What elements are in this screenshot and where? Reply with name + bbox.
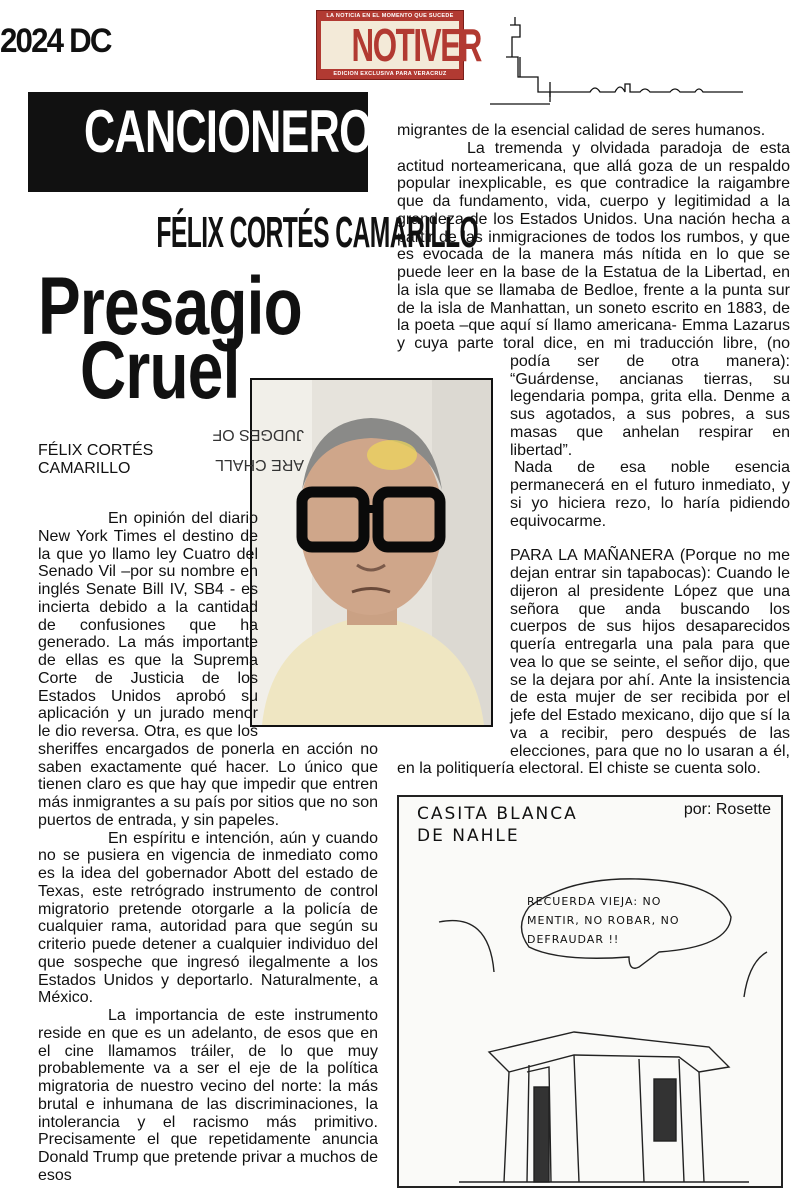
paragraph: En opinión del diario New York Times el destino de la que yo llamo ley Cuatro del Senado Vil –por su nombre en inglés Senate Bill IV, SB4 - es incierta debido a la cantidad de confusiones que ha generado. La más importante de ellas es que la Suprema Corte de Justicia de los Estados Unidos aprobó su aplicación y un jurado menor le dio reversa. Otra, es que los sheriffes encargados de ponerla en acción no saben exactamente qué hacer. Lo único que tienen claro es que hay que impedir que entren más inmigrantes a su país por sitios que no son puertos de entrada, y sin papeles. bbox=[38, 510, 378, 829]
logo-name-text: NOTIVER bbox=[351, 19, 481, 71]
cartoon-title-line-2: DE NAHLE bbox=[417, 826, 520, 846]
paragraph: migrantes de la esencial calidad de seres humanos. bbox=[397, 122, 766, 139]
cartoon-credit: por: Rosette bbox=[683, 801, 771, 818]
article-right-column bbox=[397, 122, 790, 778]
bubble-line-1: RECUERDA VIEJA: NO bbox=[527, 895, 662, 908]
speech-bubble-text bbox=[527, 892, 722, 949]
skyline-drawing-icon bbox=[485, 12, 775, 107]
cartoon-house-drawing-icon bbox=[399, 797, 781, 1186]
cartoon-title-line-1: CASITA BLANCA bbox=[417, 804, 578, 824]
headline-line-2: Cruel bbox=[80, 325, 240, 416]
paragraph: La tremenda y olvidada paradoja de esta actitud norteamericana, que allá goza de un respaldo popular inexplicable, es que contradice la raigambre que da fundamento, vida, cuerpo y legitimidad a la grandeza de los Estados Unidos. Una nación hecha a partir de las inmigraciones de todos los rumbos, y que es evocada de la manera más nítida en lo que se puede leer en la base de la Estatua de la Libertad, en la isla que se llamaba de Bedloe, frente a la punta sur de la isla de Manhattan, un soneto escrito en 1883, de la poeta –que aquí sí llamo americana- Emma Lazarus y cuya parte toral dice, en mi traducción libre, (no podía ser de otra manera): “Guárdense, ancianas tierras, su legendaria pompa, grita ella. Denme a sus agotados, a sus pobres, a sus masas que anhelan respirar en libertad”. bbox=[397, 139, 790, 459]
editorial-cartoon bbox=[397, 795, 783, 1188]
section-banner bbox=[28, 92, 373, 192]
logo-name bbox=[321, 19, 481, 71]
column-byline bbox=[30, 208, 479, 258]
author-line-2: CAMARILLO bbox=[38, 460, 131, 477]
article-left-column bbox=[38, 442, 378, 1185]
svg-text:JUDGES OF: JUDGES OF bbox=[212, 426, 304, 443]
paragraph: En espíritu e intención, aún y cuando no se pusiera en vigencia de inmediato como es la idea del gobernador Abott del estado de Texas, este retrógrado instrumento de control migratorio pretende otorgarle a la policía de cualquier rama, autoridad para que según su criterio puede detener a cualquier individuo del que sospeche que ingresó ilegalmente a los Estados Unidos y deportarlo. Naturalmente, a México. bbox=[38, 829, 378, 1007]
section-title: CANCIONERO bbox=[84, 98, 373, 165]
photo-wrap-spacer bbox=[397, 370, 510, 744]
headline-line-1: Presagio bbox=[38, 261, 302, 352]
byline-text: FÉLIX CORTÉS CAMARILLO bbox=[156, 208, 479, 257]
paragraph: Nada de esa noble esencia permanecerá en el futuro inmediato, y si yo hiciera rezo, lo haría pidiendo equivocarme. bbox=[510, 459, 790, 530]
logo-tagline-top: LA NOTICIA EN EL MOMENTO QUE SUCEDE bbox=[326, 13, 454, 19]
edition-year-label: 2024 DC bbox=[0, 22, 111, 60]
bubble-line-2: MENTIR, NO ROBAR, NO bbox=[527, 914, 680, 927]
logo-tagline-bottom: EDICION EXCLUSIVA PARA VERACRUZ bbox=[333, 71, 447, 77]
paragraph-para-la-mananera: PARA LA MAÑANERA (Porque no me dejan entrar sin tapabocas): Cuando le dijeron al presidente López que una señora que anda buscando los cuerpos de sus hijos desaparecidos quería entregarla una pala para que vea lo que se seinte, el señor dijo, que se la dejara por ahí. Ante la insistencia de esta mujer de ser recibida por el jefe del Estado mexicano, dijo que sí la va a recibir, pero después de las elecciones, para que no lo usaran a él, en la politiquería electoral. El chiste se cuenta solo. bbox=[397, 547, 790, 778]
svg-text:ARE CHALL: ARE CHALL bbox=[215, 456, 304, 473]
newspaper-logo bbox=[316, 10, 481, 80]
paragraph: La importancia de este instrumento reside en que es un adelanto, de esos que en el cine llamamos tráiler, de lo que muy probablemente va a ser el eje de la política migratoria de nuestro vecino del norte: la más brutal e inhumana de las discriminaciones, la intolerancia y el racismo más primitivo. Precisamente el que repetidamente anuncia Donald Trump que pretende privar a muchos de esos bbox=[38, 1007, 378, 1184]
author-line-1: FÉLIX CORTÉS bbox=[38, 442, 154, 459]
bubble-line-3: DEFRAUDAR !! bbox=[527, 933, 620, 946]
photo-wrap-spacer bbox=[258, 442, 378, 738]
